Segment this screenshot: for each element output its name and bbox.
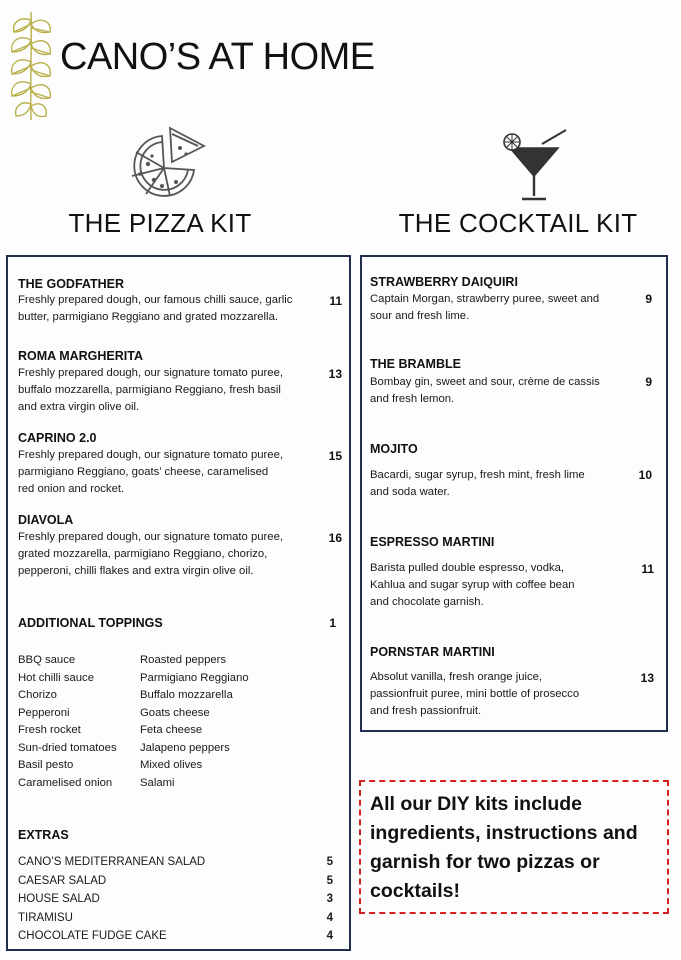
- cocktail-item-desc: Absolut vanilla, fresh orange juice, passionfruit puree, mini bottle of prosecco and fresh passionfruit.: [370, 671, 580, 717]
- pizza-item-desc: Freshly prepared dough, our famous chilli sauce, garlic butter, parmigiano Reggiano and grated mozzarella.: [18, 294, 293, 323]
- cocktail-item-price: 10: [638, 468, 652, 482]
- pizza-item-price: 13: [328, 367, 342, 381]
- topping-item: Hot chilli sauce: [18, 671, 94, 684]
- callout-line: All our DIY kits include: [370, 793, 583, 815]
- cocktail-item-desc: Captain Morgan, strawberry puree, sweet and sour and fresh lime.: [370, 293, 600, 322]
- toppings-price: 1: [329, 616, 336, 630]
- cocktail-item-name: PORNSTAR MARTINI: [370, 645, 495, 659]
- toppings-column-1: [18, 652, 117, 792]
- extra-item: CAESAR SALAD 5: [18, 874, 333, 887]
- topping-item: Parmigiano Reggiano: [140, 671, 249, 684]
- extras-list: [18, 853, 333, 946]
- cocktail-item-name: THE BRAMBLE: [370, 357, 461, 371]
- topping-item: Feta cheese: [140, 724, 203, 736]
- pizza-item-name: CAPRINO 2.0: [18, 431, 97, 445]
- pizza-menu-box: [6, 255, 351, 951]
- diy-kit-callout: [359, 780, 669, 914]
- pizza-item-desc: Freshly prepared dough, our signature tomato puree, grated mozzarella, parmigiano Reggiano, chorizo, pepperoni, chilli flakes and extra virgin olive oil.: [18, 531, 284, 577]
- pizza-item-price: 11: [329, 294, 342, 308]
- extra-item: CANO’S MEDITERRANEAN SALAD 5: [18, 856, 333, 868]
- pizza-item-name: DIAVOLA: [18, 513, 74, 527]
- pizza-kit-title: THE PIZZA KIT: [68, 208, 252, 238]
- extras-title: EXTRAS: [18, 828, 69, 842]
- topping-item: Roasted peppers: [140, 654, 227, 666]
- cocktail-item-name: STRAWBERRY DAIQUIRI: [370, 275, 518, 289]
- extra-item: CHOCOLATE FUDGE CAKE 4: [18, 930, 333, 942]
- cocktail-item-name: MOJITO: [370, 442, 418, 456]
- toppings-title: ADDITIONAL TOPPINGS: [18, 616, 163, 630]
- pizza-icon: [124, 124, 208, 204]
- cocktail-item-desc: Bacardi, sugar syrup, fresh mint, fresh lime and soda water.: [370, 469, 585, 498]
- pizza-item-desc: Freshly prepared dough, our signature tomato puree, parmigiano Reggiano, goats’ cheese, caramelised red onion and rocket.: [18, 449, 284, 495]
- topping-item: Caramelised onion: [18, 776, 113, 789]
- callout-line: garnish for two pizzas or: [370, 851, 600, 873]
- topping-item: Buffalo mozzarella: [140, 689, 233, 701]
- topping-item: Pepperoni: [18, 706, 70, 719]
- topping-item: BBQ sauce: [18, 654, 76, 666]
- cocktail-glass-icon: [498, 126, 570, 202]
- topping-item: Sun-dried tomatoes: [18, 741, 117, 754]
- pizza-item-price: 15: [328, 449, 342, 463]
- toppings-column-2: [140, 652, 249, 792]
- topping-item: Fresh rocket: [18, 724, 81, 736]
- pizza-item-price: 16: [328, 531, 342, 545]
- pizza-item-name: ROMA MARGHERITA: [18, 349, 143, 363]
- brand-title: CANO’S AT HOME: [60, 36, 375, 78]
- cocktail-item-price: 9: [645, 292, 652, 306]
- callout-line: ingredients, instructions and: [370, 822, 638, 844]
- cocktail-item-price: 9: [645, 375, 652, 389]
- callout-line: cocktails!: [370, 880, 460, 902]
- topping-item: Salami: [140, 776, 175, 789]
- olive-branch-icon: [8, 10, 54, 122]
- pizza-item-desc: Freshly prepared dough, our signature tomato puree, buffalo mozzarella, parmigiano Reggiano, fresh basil and extra virgin olive oil.: [18, 367, 284, 413]
- cocktail-item-price: 11: [641, 562, 654, 576]
- topping-item: Basil pesto: [18, 759, 74, 771]
- pizza-item-name: THE GODFATHER: [18, 277, 125, 291]
- cocktail-item-name: ESPRESSO MARTINI: [370, 535, 495, 549]
- cocktail-item-desc: Barista pulled double espresso, vodka, Kahlua and sugar syrup with coffee bean and chocolate garnish.: [370, 562, 575, 608]
- cocktail-kit-title: THE COCKTAIL KIT: [398, 208, 638, 238]
- topping-item: Mixed olives: [140, 759, 203, 771]
- cocktail-item-desc: Bombay gin, sweet and sour, crème de cassis and fresh lemon.: [370, 376, 600, 405]
- topping-item: Chorizo: [18, 689, 57, 701]
- topping-item: Jalapeno peppers: [140, 741, 230, 754]
- cocktail-menu-box: [360, 255, 668, 732]
- cocktail-item-price: 13: [640, 671, 654, 685]
- extra-item: HOUSE SALAD 3: [18, 893, 333, 905]
- extra-item: TIRAMISU 4: [18, 911, 333, 924]
- topping-item: Goats cheese: [140, 706, 210, 719]
